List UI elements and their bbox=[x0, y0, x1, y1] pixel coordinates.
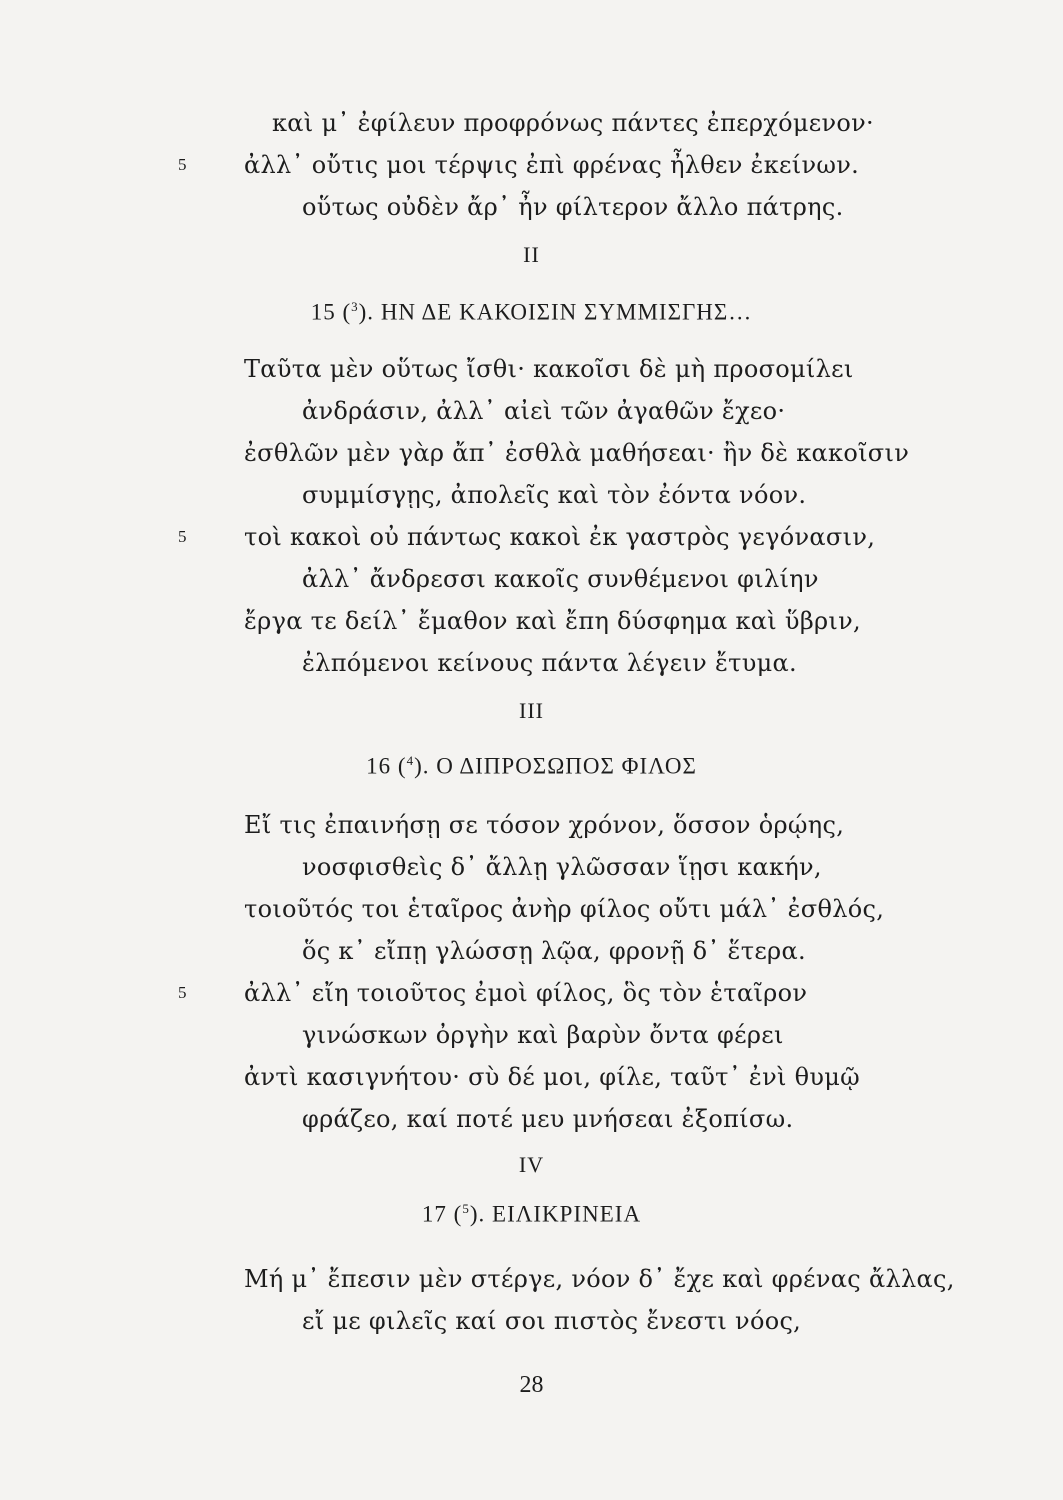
verse-line: εἴ με φιλεῖς καί σοι πιστὸς ἔνεστι νόος, bbox=[302, 1307, 802, 1335]
poem-heading: 15 ($^3$). ΗΝ ΔΕ ΚΑΚΟΙΣΙΝ ΣΥΜΜΙΣΓΗΣ… bbox=[310, 299, 753, 325]
verse-line: ἀλλ᾽ ἄνδρεσσι κακοῖς συνθέμενοι φιλίην bbox=[302, 565, 819, 593]
verse-line: ἀντὶ κασιγνήτου· σὺ δέ μοι, φίλε, ταῦτ᾽ ἐνὶ θυμῷ bbox=[244, 1063, 861, 1091]
poem-title: Ο ΔΙΠΡΟΣΩΠΟΣ ΦΙΛΟΣ bbox=[436, 753, 697, 779]
footnote-ref: 5 bbox=[462, 1201, 470, 1216]
poem-heading: 17 ($^5$). ΕΙΛΙΚΡΙΝΕΙΑ bbox=[421, 1201, 642, 1227]
verse-line: Εἴ τις ἐπαινήσῃ σε τόσον χρόνον, ὅσσον ὁρῴης, bbox=[244, 811, 845, 839]
verse-line: Ταῦτα μὲν οὕτως ἴσθι· κακοῖσι δὲ μὴ προσομίλει bbox=[244, 355, 854, 383]
poem-title: ΗΝ ΔΕ ΚΑΚΟΙΣΙΝ ΣΥΜΜΙΣΓΗΣ… bbox=[380, 299, 753, 325]
verse-line: τοιοῦτός τοι ἑταῖρος ἀνὴρ φίλος οὔτι μάλ᾽ ἐσθλός, bbox=[244, 895, 885, 923]
verse-line: ἐλπόμενοι κείνους πάντα λέγειν ἔτυμα. bbox=[302, 649, 797, 677]
poem-number: 16 bbox=[366, 753, 392, 779]
verse-line: γινώσκων ὀργὴν καὶ βαρὺν ὄντα φέρει bbox=[302, 1021, 784, 1049]
section-roman-numeral: IV bbox=[518, 1152, 545, 1177]
line-number: 5 bbox=[178, 983, 187, 1002]
poem-heading: 16 ($^4$). Ο ΔΙΠΡΟΣΩΠΟΣ ΦΙΛΟΣ bbox=[366, 753, 697, 779]
line-number: 5 bbox=[178, 155, 187, 174]
verse-line: ἀλλ᾽ οὔτις μοι τέρψις ἐπὶ φρένας ἦλθεν ἐκείνων. bbox=[244, 151, 860, 179]
verse-line: συμμίσγῃς, ἀπολεῖς καὶ τὸν ἐόντα νόον. bbox=[302, 481, 807, 509]
footnote-ref: 4 bbox=[406, 753, 415, 768]
verse-line: ἀλλ᾽ εἴη τοιοῦτος ἐμοὶ φίλος, ὃς τὸν ἑταῖρον bbox=[244, 979, 808, 1007]
verse-line: οὕτως οὐδὲν ἄρ᾽ ἦν φίλτερον ἄλλο πάτρης. bbox=[302, 193, 844, 221]
section-roman-numeral: III bbox=[519, 698, 544, 723]
footnote-ref: 3 bbox=[351, 299, 359, 314]
verse-line: νοσφισθεὶς δ᾽ ἄλλῃ γλῶσσαν ἵῃσι κακήν, bbox=[302, 853, 822, 881]
verse-line: ὅς κ᾽ εἴπῃ γλώσσῃ λῷα, φρονῇ δ᾽ ἕτερα. bbox=[302, 937, 806, 965]
poem-number: 17 bbox=[421, 1201, 447, 1227]
line-number: 5 bbox=[178, 527, 187, 546]
verse-line: Μή μ᾽ ἔπεσιν μὲν στέργε, νόον δ᾽ ἔχε καὶ φρένας ἄλλας, bbox=[244, 1265, 955, 1293]
verse-line: ἐσθλῶν μὲν γὰρ ἄπ᾽ ἐσθλὰ μαθήσεαι· ἢν δὲ κακοῖσιν bbox=[244, 439, 910, 467]
verse-line: τοὶ κακοὶ οὐ πάντως κακοὶ ἐκ γαστρὸς γεγόνασιν, bbox=[244, 523, 876, 551]
verse-line: ἀνδράσιν, ἀλλ᾽ αἰεὶ τῶν ἀγαθῶν ἔχεο· bbox=[302, 397, 786, 425]
verse-line: ἔργα τε δείλ᾽ ἔμαθον καὶ ἔπη δύσφημα καὶ ὕβριν, bbox=[244, 607, 861, 635]
poem-title: ΕΙΛΙΚΡΙΝΕΙΑ bbox=[492, 1201, 642, 1227]
verse-line: φράζεο, καί ποτέ μευ μνήσεαι ἐξοπίσω. bbox=[302, 1105, 794, 1133]
section-roman-numeral: II bbox=[523, 242, 540, 267]
verse-line: καὶ μ᾽ ἐφίλευν προφρόνως πάντες ἐπερχόμενον· bbox=[272, 109, 874, 137]
page-number: 28 bbox=[519, 1372, 544, 1398]
poem-number: 15 bbox=[310, 299, 336, 325]
